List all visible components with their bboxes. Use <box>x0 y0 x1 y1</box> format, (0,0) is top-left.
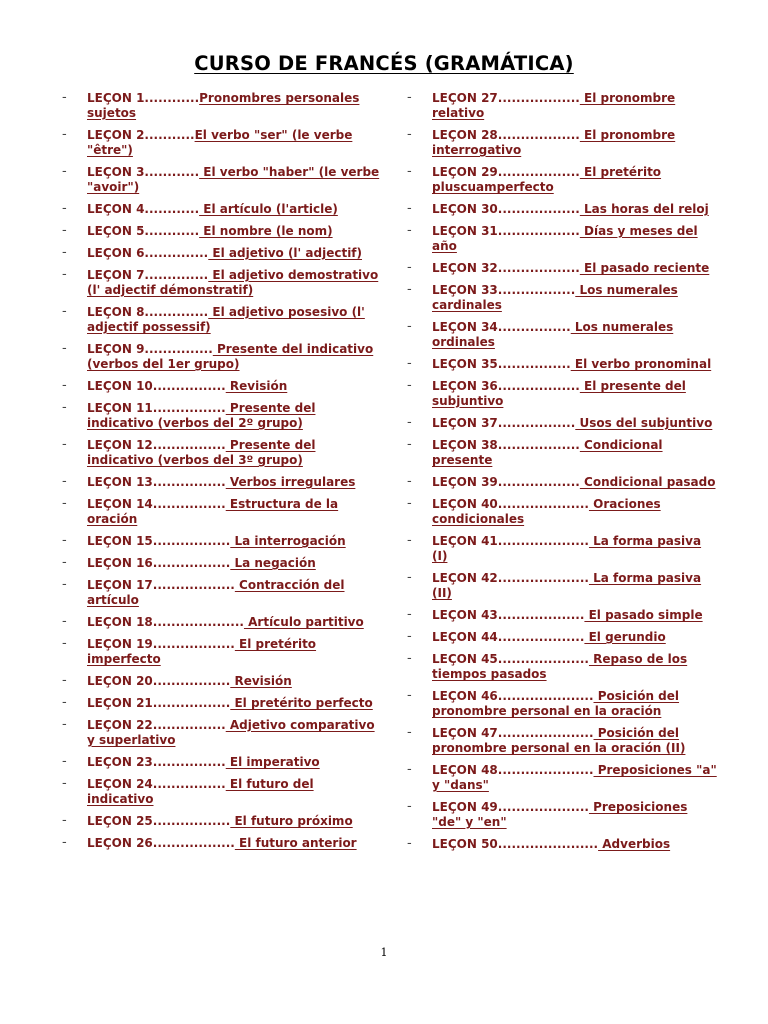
list-bullet: - <box>407 570 412 585</box>
list-bullet: - <box>407 836 412 851</box>
list-bullet: - <box>62 496 67 511</box>
lesson-list-left <box>62 91 384 858</box>
lesson-topic-link[interactable]: La forma pasiva (II) <box>432 571 702 600</box>
lesson-item <box>62 696 384 711</box>
list-bullet: - <box>407 799 412 814</box>
lesson-topic-link[interactable]: Condicional presente <box>432 438 663 467</box>
lesson-code: LEÇON 50 <box>432 837 498 851</box>
lesson-leader-dots: ................. <box>152 534 231 548</box>
lesson-topic-link[interactable]: Preposiciones "a" y "dans" <box>432 763 717 792</box>
lesson-item <box>62 475 384 490</box>
lesson-leader-dots: .................... <box>497 800 589 814</box>
lesson-item <box>407 438 717 468</box>
lesson-topic-link[interactable]: El presente del subjuntivo <box>432 379 686 408</box>
list-bullet: - <box>407 319 412 334</box>
lesson-code: LEÇON 29 <box>432 165 498 179</box>
page-title-text: CURSO DE FRANCÉS (GRAMÁTICA) <box>194 52 574 75</box>
lesson-item <box>407 630 717 645</box>
lesson-topic-link[interactable]: Repaso de los tiempos pasados <box>432 652 688 681</box>
list-bullet: - <box>62 245 67 260</box>
lesson-item <box>62 438 384 468</box>
list-bullet: - <box>62 201 67 216</box>
lesson-code: LEÇON 1 <box>87 91 145 105</box>
list-bullet: - <box>407 762 412 777</box>
lesson-list-right <box>407 91 717 859</box>
list-bullet: - <box>62 223 67 238</box>
lesson-code: LEÇON 16 <box>87 556 153 570</box>
list-bullet: - <box>62 304 67 319</box>
lesson-topic-link[interactable]: El gerundio <box>584 630 666 644</box>
lesson-item <box>407 91 717 121</box>
lesson-item <box>62 224 384 239</box>
lesson-topic-link[interactable]: Artículo partitivo <box>243 615 364 629</box>
lesson-item <box>62 814 384 829</box>
lesson-item <box>62 637 384 667</box>
lesson-leader-dots: .................. <box>497 128 580 142</box>
list-bullet: - <box>62 835 67 850</box>
lesson-code: LEÇON 35 <box>432 357 498 371</box>
lesson-item <box>62 615 384 630</box>
lesson-code: LEÇON 5 <box>87 224 145 238</box>
lesson-topic-link[interactable]: El pronombre interrogativo <box>432 128 676 157</box>
lesson-topic-link[interactable]: El nombre (le nom) <box>199 224 333 238</box>
lesson-topic-link[interactable]: El futuro anterior <box>234 836 357 850</box>
lesson-item <box>62 718 384 748</box>
lesson-item <box>407 128 717 158</box>
list-bullet: - <box>62 717 67 732</box>
lesson-leader-dots: .................. <box>497 438 580 452</box>
lesson-topic-link[interactable]: Adverbios <box>598 837 671 851</box>
list-bullet: - <box>62 437 67 452</box>
lesson-topic-link[interactable]: Pronombres personales sujetos <box>87 91 360 120</box>
lesson-code: LEÇON 45 <box>432 652 498 666</box>
lesson-code: LEÇON 42 <box>432 571 498 585</box>
list-bullet: - <box>407 607 412 622</box>
lesson-leader-dots: ................ <box>497 320 571 334</box>
lesson-item <box>407 379 717 409</box>
lesson-code: LEÇON 47 <box>432 726 498 740</box>
list-bullet: - <box>62 695 67 710</box>
lesson-topic-link[interactable]: El adjetivo demostrativo (l' adjectif démonstratif) <box>87 268 379 297</box>
lesson-topic-link[interactable]: La forma pasiva (I) <box>432 534 702 563</box>
lesson-item <box>407 357 717 372</box>
lesson-item <box>62 755 384 770</box>
lesson-code: LEÇON 23 <box>87 755 153 769</box>
lesson-leader-dots: ................. <box>152 696 231 710</box>
lesson-item <box>62 674 384 689</box>
lesson-item <box>62 305 384 335</box>
list-bullet: - <box>407 725 412 740</box>
lesson-item <box>407 283 717 313</box>
lesson-leader-dots: ................ <box>152 777 226 791</box>
lesson-code: LEÇON 26 <box>87 836 153 850</box>
list-bullet: - <box>407 223 412 238</box>
lesson-topic-link[interactable]: Contracción del artículo <box>87 578 345 607</box>
lesson-code: LEÇON 31 <box>432 224 498 238</box>
lesson-code: LEÇON 48 <box>432 763 498 777</box>
lesson-topic-link[interactable]: La interrogación <box>230 534 346 548</box>
lesson-item <box>407 800 717 830</box>
list-bullet: - <box>407 260 412 275</box>
lesson-leader-dots: ............ <box>144 202 200 216</box>
lesson-leader-dots: ................ <box>152 755 226 769</box>
lesson-code: LEÇON 18 <box>87 615 153 629</box>
lesson-code: LEÇON 38 <box>432 438 498 452</box>
list-bullet: - <box>62 614 67 629</box>
lesson-topic-link[interactable]: El pretérito imperfecto <box>87 637 317 666</box>
lesson-item <box>407 571 717 601</box>
lesson-code: LEÇON 12 <box>87 438 153 452</box>
list-bullet: - <box>62 533 67 548</box>
lesson-leader-dots: .................... <box>497 571 589 585</box>
lesson-code: LEÇON 9 <box>87 342 145 356</box>
lesson-item <box>407 475 717 490</box>
lesson-leader-dots: ................. <box>152 674 231 688</box>
lesson-code: LEÇON 11 <box>87 401 153 415</box>
lesson-item <box>62 836 384 851</box>
page-number: 1 <box>380 946 388 959</box>
lesson-item <box>62 497 384 527</box>
lesson-topic-link[interactable]: El pretérito pluscuamperfecto <box>432 165 662 194</box>
list-bullet: - <box>407 415 412 430</box>
lesson-leader-dots: .................. <box>152 578 235 592</box>
lesson-code: LEÇON 7 <box>87 268 145 282</box>
lesson-topic-link[interactable]: Posición del pronombre personal en la oración (II) <box>432 726 686 755</box>
lesson-item <box>62 777 384 807</box>
lesson-topic-link[interactable]: Revisión <box>225 379 288 393</box>
lesson-code: LEÇON 40 <box>432 497 498 511</box>
list-bullet: - <box>62 577 67 592</box>
lesson-leader-dots: ................ <box>152 475 226 489</box>
lesson-leader-dots: ................. <box>497 416 576 430</box>
lesson-code: LEÇON 19 <box>87 637 153 651</box>
lesson-topic-link[interactable]: Presente del indicativo (verbos del 2º grupo) <box>87 401 316 430</box>
lesson-topic-link[interactable]: Usos del subjuntivo <box>575 416 713 430</box>
lesson-topic-link[interactable]: El artículo (l'article) <box>199 202 338 216</box>
lesson-code: LEÇON 27 <box>432 91 498 105</box>
lesson-topic-link[interactable]: El adjetivo posesivo (l' adjectif possessif) <box>87 305 365 334</box>
lesson-item <box>407 224 717 254</box>
list-bullet: - <box>62 378 67 393</box>
list-bullet: - <box>407 90 412 105</box>
lesson-item <box>62 578 384 608</box>
lesson-leader-dots: ...................... <box>497 837 599 851</box>
lesson-leader-dots: ................... <box>497 608 585 622</box>
lesson-item <box>407 261 717 276</box>
lesson-topic-link[interactable]: Preposiciones "de" y "en" <box>432 800 688 829</box>
lesson-topic-link[interactable]: Los numerales cardinales <box>432 283 678 312</box>
lesson-item <box>407 763 717 793</box>
lesson-topic-link[interactable]: Las horas del reloj <box>579 202 709 216</box>
lesson-code: LEÇON 32 <box>432 261 498 275</box>
lesson-topic-link[interactable]: El verbo pronominal <box>570 357 712 371</box>
lesson-leader-dots: ..................... <box>497 689 594 703</box>
lesson-item <box>62 165 384 195</box>
list-bullet: - <box>62 673 67 688</box>
lesson-code: LEÇON 41 <box>432 534 498 548</box>
lesson-topic-link[interactable]: Revisión <box>230 674 292 688</box>
list-bullet: - <box>62 474 67 489</box>
lesson-leader-dots: .................. <box>152 637 235 651</box>
lesson-leader-dots: ............ <box>144 165 200 179</box>
lesson-topic-link[interactable]: Posición del pronombre personal en la oración <box>432 689 680 718</box>
lesson-item <box>62 246 384 261</box>
lesson-code: LEÇON 49 <box>432 800 498 814</box>
lesson-code: LEÇON 6 <box>87 246 145 260</box>
list-bullet: - <box>407 474 412 489</box>
lesson-topic-link[interactable]: Presente del indicativo (verbos del 3º grupo) <box>87 438 316 467</box>
lesson-code: LEÇON 17 <box>87 578 153 592</box>
lesson-leader-dots: .............. <box>144 268 209 282</box>
list-bullet: - <box>407 356 412 371</box>
list-bullet: - <box>407 378 412 393</box>
list-bullet: - <box>407 533 412 548</box>
lesson-item <box>62 401 384 431</box>
lesson-code: LEÇON 25 <box>87 814 153 828</box>
lesson-topic-link[interactable]: Condicional pasado <box>579 475 716 489</box>
lesson-leader-dots: .................. <box>497 475 580 489</box>
lesson-code: LEÇON 34 <box>432 320 498 334</box>
lesson-code: LEÇON 33 <box>432 283 498 297</box>
lesson-code: LEÇON 22 <box>87 718 153 732</box>
lesson-topic-link[interactable]: El pasado reciente <box>579 261 710 275</box>
lesson-item <box>62 268 384 298</box>
lesson-leader-dots: .................. <box>497 91 580 105</box>
list-bullet: - <box>407 201 412 216</box>
lesson-leader-dots: ............ <box>144 224 200 238</box>
lesson-leader-dots: .................. <box>497 224 580 238</box>
lesson-leader-dots: ..................... <box>497 726 594 740</box>
list-bullet: - <box>62 90 67 105</box>
list-bullet: - <box>407 651 412 666</box>
lesson-item <box>407 608 717 623</box>
list-bullet: - <box>407 496 412 511</box>
lesson-topic-link[interactable]: El pronombre relativo <box>432 91 676 120</box>
lesson-item <box>62 202 384 217</box>
lesson-item <box>62 128 384 158</box>
lesson-code: LEÇON 14 <box>87 497 153 511</box>
lesson-item <box>407 320 717 350</box>
lesson-item <box>62 534 384 549</box>
lesson-code: LEÇON 30 <box>432 202 498 216</box>
lesson-leader-dots: ................ <box>152 401 226 415</box>
lesson-leader-dots: .................. <box>497 379 580 393</box>
lesson-code: LEÇON 15 <box>87 534 153 548</box>
lesson-leader-dots: ................. <box>152 556 231 570</box>
lesson-leader-dots: ................ <box>497 357 571 371</box>
lesson-item <box>62 556 384 571</box>
list-bullet: - <box>62 754 67 769</box>
lesson-item <box>62 379 384 394</box>
lesson-code: LEÇON 21 <box>87 696 153 710</box>
lesson-leader-dots: .................. <box>497 165 580 179</box>
lesson-leader-dots: ............ <box>144 91 200 105</box>
lesson-leader-dots: .................... <box>497 652 589 666</box>
lesson-topic-link[interactable]: El verbo "haber" (le verbe "avoir") <box>87 165 380 194</box>
lesson-leader-dots: .................... <box>497 534 589 548</box>
lesson-item <box>407 165 717 195</box>
list-bullet: - <box>62 400 67 415</box>
lesson-item <box>407 689 717 719</box>
list-bullet: - <box>62 164 67 179</box>
lesson-leader-dots: ..................... <box>497 763 594 777</box>
lesson-code: LEÇON 2 <box>87 128 145 142</box>
list-bullet: - <box>407 127 412 142</box>
lesson-leader-dots: .............. <box>144 246 209 260</box>
lesson-code: LEÇON 3 <box>87 165 145 179</box>
page-title <box>0 52 768 75</box>
lesson-item <box>62 342 384 372</box>
lesson-code: LEÇON 8 <box>87 305 145 319</box>
lesson-item <box>407 416 717 431</box>
list-bullet: - <box>62 555 67 570</box>
lesson-leader-dots: ............... <box>144 342 213 356</box>
lesson-code: LEÇON 36 <box>432 379 498 393</box>
lesson-code: LEÇON 46 <box>432 689 498 703</box>
lesson-code: LEÇON 44 <box>432 630 498 644</box>
lesson-topic-link[interactable]: El imperativo <box>225 755 320 769</box>
lesson-topic-link[interactable]: El adjetivo (l' adjectif) <box>208 246 363 260</box>
lesson-item <box>407 726 717 756</box>
list-bullet: - <box>62 813 67 828</box>
lesson-leader-dots: .................... <box>497 497 589 511</box>
list-bullet: - <box>62 636 67 651</box>
lesson-topic-link[interactable]: Los numerales ordinales <box>432 320 674 349</box>
lesson-leader-dots: .................. <box>497 202 580 216</box>
lesson-item <box>407 534 717 564</box>
lesson-leader-dots: ................ <box>152 379 226 393</box>
lesson-topic-link[interactable]: Presente del indicativo (verbos del 1er grupo) <box>87 342 374 371</box>
lesson-topic-link[interactable]: Días y meses del año <box>432 224 698 253</box>
list-bullet: - <box>62 341 67 356</box>
lesson-topic-link[interactable]: El pretérito perfecto <box>230 696 373 710</box>
lesson-item <box>407 837 717 852</box>
lesson-leader-dots: ................ <box>152 497 226 511</box>
lesson-item <box>407 497 717 527</box>
lesson-leader-dots: ................. <box>497 283 576 297</box>
lesson-code: LEÇON 24 <box>87 777 153 791</box>
list-bullet: - <box>407 282 412 297</box>
lesson-topic-link[interactable]: Oraciones condicionales <box>432 497 661 526</box>
lesson-leader-dots: .............. <box>144 305 209 319</box>
lesson-code: LEÇON 4 <box>87 202 145 216</box>
list-bullet: - <box>62 267 67 282</box>
list-bullet: - <box>62 776 67 791</box>
lesson-topic-link[interactable]: El futuro del indicativo <box>87 777 314 806</box>
lesson-code: LEÇON 37 <box>432 416 498 430</box>
list-bullet: - <box>62 127 67 142</box>
lesson-code: LEÇON 43 <box>432 608 498 622</box>
lesson-leader-dots: ................. <box>152 814 231 828</box>
lesson-code: LEÇON 28 <box>432 128 498 142</box>
lesson-leader-dots: .................. <box>152 836 235 850</box>
lesson-topic-link[interactable]: Adjetivo comparativo y superlativo <box>87 718 375 747</box>
lesson-leader-dots: ................ <box>152 718 226 732</box>
lesson-code: LEÇON 20 <box>87 674 153 688</box>
lesson-topic-link[interactable]: Estructura de la oración <box>87 497 339 526</box>
lesson-code: LEÇON 10 <box>87 379 153 393</box>
lesson-leader-dots: ................ <box>152 438 226 452</box>
lesson-item <box>407 652 717 682</box>
lesson-topic-link[interactable]: Verbos irregulares <box>225 475 356 489</box>
lesson-leader-dots: ................... <box>497 630 585 644</box>
list-bullet: - <box>407 629 412 644</box>
lesson-topic-link[interactable]: El pasado simple <box>584 608 703 622</box>
lesson-item <box>407 202 717 217</box>
lesson-topic-link[interactable]: La negación <box>230 556 316 570</box>
lesson-leader-dots: .................. <box>497 261 580 275</box>
list-bullet: - <box>407 164 412 179</box>
list-bullet: - <box>407 688 412 703</box>
lesson-code: LEÇON 13 <box>87 475 153 489</box>
lesson-item <box>62 91 384 121</box>
lesson-leader-dots: .................... <box>152 615 244 629</box>
lesson-topic-link[interactable]: El verbo "ser" (le verbe "être") <box>87 128 353 157</box>
list-bullet: - <box>407 437 412 452</box>
lesson-code: LEÇON 39 <box>432 475 498 489</box>
lesson-topic-link[interactable]: El futuro próximo <box>230 814 353 828</box>
lesson-leader-dots: ........... <box>144 128 195 142</box>
